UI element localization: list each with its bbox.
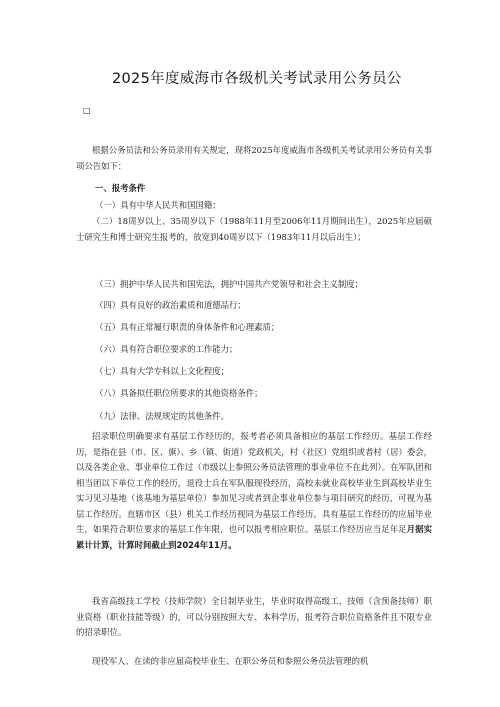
requirement-item-4: （四）具有良好的政治素质和道德品行； xyxy=(95,300,246,310)
experience-emphasis: 月据实累计计算，计算时间截止到 xyxy=(76,524,433,550)
experience-text: 招录职位明确要求有基层工作经历的，报考者必须具备相应的基层工作经历。基层工作经历，是指在县（市、区、旗）、乡（镇、街道）党政机关，村（社区）党组织或者村（居）委会，以及各类企业、事业单位工作过（市级以上参照公务员法管理的事业单位不在此列）。在军队团和相当团以下单位工作的经历，退役士兵在军队服现役经历，高校未就业高校毕业生到高校毕业生实习见习基地（该基地为基层单位）参加见习或者到企事业单位参与项目研究的经历，可视为基层工作经历。直辖市区（县）机关工作经历视同为基层工作经历。具有基层工作经历的应届毕业生，如果符合职位要求的基层工作年限，也可以报考相应职位。基层工作经历应当足年足 xyxy=(76,431,432,534)
requirement-item-6: （六）具有符合职位要求的工作能力； xyxy=(95,344,238,354)
document-title: 2025年度威海市各级机关考试录用公务员公 xyxy=(112,71,402,87)
experience-paragraph xyxy=(76,429,432,553)
requirement-item-2: （二）18周岁以上、35周岁以下（1988年11月至2006年11月期间出生），2025年应届硕士研究生和博士研究生报考的，放宽到40周岁以下（1983年11月以后出生）； xyxy=(76,216,432,242)
requirement-item-1: （一）具有中华人民共和国国籍； xyxy=(95,200,221,210)
requirement-item-8: （八）具备拟任职位所要求的其他资格条件； xyxy=(95,388,263,398)
title-continuation-glyph: □ xyxy=(83,106,91,115)
requirement-item-3: （三）拥护中华人民共和国宪法，拥护中国共产党领导和社会主义制度； xyxy=(95,279,363,289)
technician-paragraph: 我省高级技工学校（技师学院）全日制毕业生，毕业时取得高级工、技师（含预备技师）职业资格（职业技能等级）的，可以分别按照大专、本科学历，报考符合职位资格条件且不限专业的招录职位。 xyxy=(76,596,432,637)
requirement-item-5: （五）具有正常履行职责的身体条件和心理素质； xyxy=(95,322,280,332)
requirement-item-7: （七）具有大学专科以上文化程度； xyxy=(95,366,229,376)
experience-deadline: 2024年11月。 xyxy=(176,539,237,550)
intro-paragraph: 根据公务员法和公务员录用有关规定，现将2025年度威海市各级机关考试录用公务员有关事项公告如下： xyxy=(76,145,432,171)
military-paragraph: 现役军人、在读的非应届高校毕业生、在职公务员和参照公务员法管理的机 xyxy=(92,656,369,666)
section-heading-requirements: 一、报考条件 xyxy=(95,183,146,193)
requirement-item-9: （九）法律、法规规定的其他条件。 xyxy=(95,411,229,421)
